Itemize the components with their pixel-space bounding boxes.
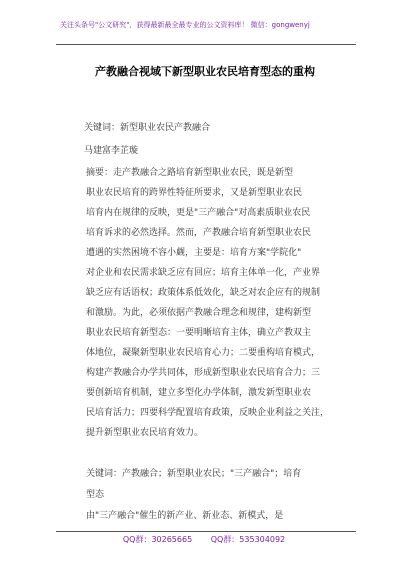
abstract-line: 遭遇的实然困境不容小觑，主要是：培育方案"学院化"	[86, 248, 302, 258]
abstract-line: 摘要：走产教融合之路培育新型职业农民，既是新型	[86, 168, 294, 178]
keywords-line: 关键词：新型职业农民产教融合	[84, 123, 211, 133]
keywords-line: 关键词：产教融合；新型职业农民；"三产融合"；培育	[86, 469, 302, 479]
footer-qq-group: QQ群：535304092	[210, 535, 286, 544]
abstract-line: 构建产教融合办学共同体，形成新型职业农民培育合力；三	[86, 368, 321, 378]
keywords-line: 型态	[86, 490, 105, 500]
header-ad-text: 关注头条号"公文研究"，获得最新最全最专业的公文资料库！ 微信：gongwenyj	[60, 21, 310, 29]
document-title: 产教融合视域下新型职业农民培育型态的重构	[95, 65, 315, 78]
abstract-line: 民培育活力；四要科学配置培育政策，反映企业利益之关注，	[86, 408, 330, 418]
abstract-line: 和激励。为此，必须依据产教融合理念和规律，建构新型	[86, 308, 312, 318]
header-divider	[56, 44, 356, 45]
keywords-paragraph	[86, 464, 348, 506]
abstract-line: 职业农民培育的跨界性特征所要求，又是新型职业农民	[86, 188, 303, 198]
footer-qq-group: QQ群：30265665	[122, 535, 193, 544]
abstract-line: 培育诉求的必然选择。然而，产教融合培育新型职业农民	[86, 228, 312, 238]
abstract-line: 体地位，凝聚新型职业农民培育心力；二要重构培育模式，	[86, 348, 321, 358]
body-paragraph: 由"三产融合"催生的新产业、新业态、新模式，是	[86, 511, 284, 521]
footer	[0, 534, 408, 546]
abstract-line: 培育内在规律的反映，更是"三产融合"对高素质职业农民	[86, 208, 311, 218]
abstract	[86, 163, 348, 443]
authors: 马建富李芷璇	[84, 146, 139, 156]
abstract-line: 对企业和农民需求缺乏应有回应；培育主体单一化，产业界	[86, 268, 321, 278]
footer-divider	[56, 531, 356, 532]
abstract-line: 要创新培育机制，建立多型化办学体制，激发新型职业农	[86, 388, 312, 398]
abstract-line: 提升新型职业农民培育效力。	[86, 428, 204, 438]
abstract-line: 职业农民培育新型态：一要明晰培育主体，确立产教双主	[86, 328, 312, 338]
abstract-line: 缺乏应有话语权；政策体系低效化，缺乏对农企应有的规制	[86, 288, 321, 298]
